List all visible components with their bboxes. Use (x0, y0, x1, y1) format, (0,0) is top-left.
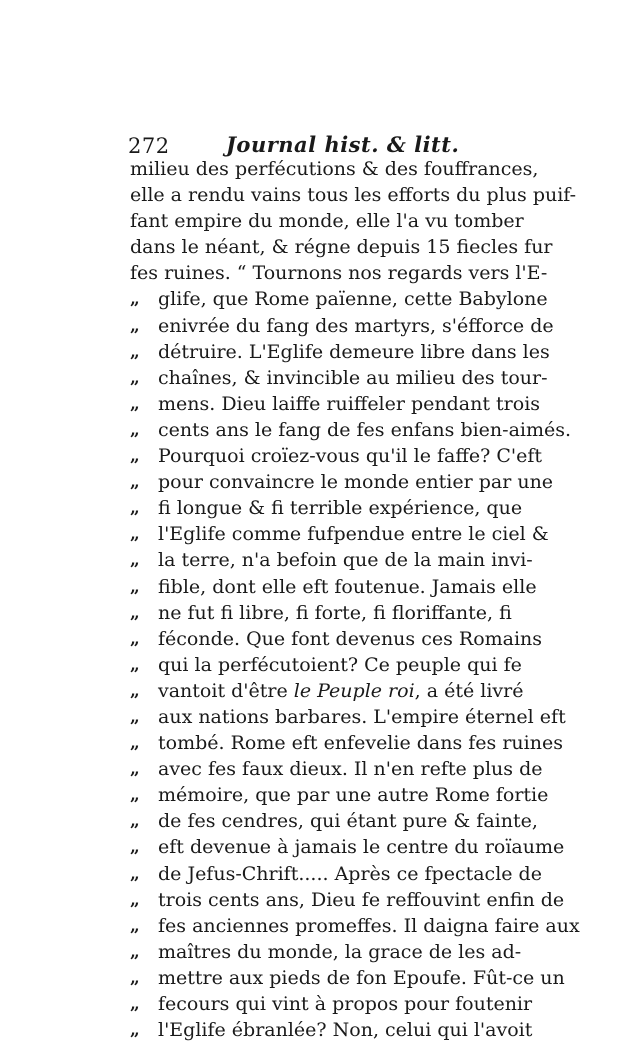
line-text: détruire. L'Eglife demeure libre dans les (158, 340, 550, 363)
quotation-mark: „ (130, 498, 140, 519)
text-line (130, 704, 566, 730)
quotation-mark: „ (130, 628, 140, 649)
line-text: tombé. Rome eft enfevelie dans fes ruines (158, 732, 563, 755)
quotation-mark: „ (130, 759, 140, 780)
text-line (130, 391, 541, 417)
line-text: dans le néant, & régne depuis 15 fiecles fur (130, 236, 553, 259)
line-text: fecours qui vint à propos pour foutenir (158, 993, 533, 1015)
line-text: enivrée du fang des martyrs, s'éfforce de (158, 314, 554, 337)
italic-phrase: le Peuple roi (293, 679, 415, 702)
line-text: avec fes faux dieux. Il n'en refte plus de (158, 758, 543, 781)
text-line (130, 652, 522, 678)
text-line (130, 939, 522, 965)
quotation-mark: „ (130, 472, 140, 493)
text-line (130, 521, 549, 547)
line-text: fes anciennes promeffes. Il daigna faire aux (158, 914, 580, 937)
quotation-mark: „ (130, 289, 140, 310)
line-text: chaînes, & invincible au milieu des tour- (158, 366, 548, 389)
line-text: aux nations barbares. L'empire éternel eft (158, 705, 566, 728)
line-text: mettre aux pieds de fon Epoufe. Fût-ce un (158, 966, 565, 989)
line-text: elle a rendu vains tous les efforts du plus puif- (130, 184, 577, 207)
text-line (130, 495, 523, 521)
text-line (130, 782, 549, 808)
text-line (130, 417, 572, 443)
line-text: glife, que Rome païenne, cette Babylone (158, 288, 548, 311)
text-line (130, 730, 563, 756)
line-text: la terre, n'a befoin que de la main invi- (158, 549, 533, 572)
text-line (130, 600, 512, 626)
line-text: l'Eglife comme fufpendue entre le ciel & (158, 523, 549, 546)
quotation-mark: „ (130, 393, 140, 414)
text-line (130, 626, 543, 652)
quotation-mark: „ (130, 654, 140, 675)
line-text: de Jefus-Chrift..... Après ce fpectacle de (158, 862, 542, 885)
quotation-mark: „ (130, 889, 140, 910)
quotation-mark: „ (130, 315, 140, 336)
quotation-mark: „ (130, 994, 140, 1014)
line-text: fant empire du monde, elle l'a vu tomber (130, 210, 524, 233)
quotation-mark: „ (130, 967, 140, 988)
text-line (130, 313, 554, 339)
text-line (130, 182, 577, 208)
text-line (130, 756, 543, 782)
quotation-mark: „ (130, 367, 140, 388)
line-text: féconde. Que font devenus ces Romains (158, 627, 543, 650)
quotation-mark: „ (130, 941, 140, 962)
text-line (130, 991, 533, 1017)
text-line (130, 234, 553, 260)
page-number: 272 (128, 134, 170, 158)
text-line (130, 443, 543, 469)
line-text: qui la perfécutoient? Ce peuple qui fe (158, 653, 522, 676)
text-line (130, 260, 548, 286)
text-line (130, 913, 580, 939)
line-text: ne fut fi libre, fi forte, fi floriffante, fi (158, 601, 512, 624)
text-line (130, 156, 539, 182)
text-line (130, 887, 565, 913)
line-text: maîtres du monde, la grace de les ad- (158, 940, 522, 963)
text-line (130, 808, 538, 834)
text-segment: , a été livré (414, 679, 524, 702)
line-text: l'Eglife ébranlée? Non, celui qui l'avoit (158, 1019, 533, 1042)
quotation-mark: „ (130, 576, 140, 597)
line-text: mens. Dieu laiffe ruiffeler pendant trois (158, 392, 541, 415)
quotation-mark: „ (130, 602, 140, 623)
quotation-mark: „ (130, 785, 140, 806)
quotation-mark: „ (130, 680, 140, 701)
body-text (130, 156, 580, 1043)
line-text: eft devenue à jamais le centre du roïaume (158, 836, 565, 859)
text-line (130, 365, 548, 391)
text-line (130, 965, 565, 991)
line-text: de fes cendres, qui étant pure & fainte, (158, 810, 538, 833)
quotation-mark: „ (130, 733, 140, 754)
quotation-mark: „ (130, 837, 140, 858)
text-segment: vantoit d'être (158, 679, 294, 702)
quotation-mark: „ (130, 524, 140, 545)
quotation-mark: „ (130, 446, 140, 467)
line-text: fible, dont elle eft foutenue. Jamais elle (158, 575, 537, 598)
line-text: Pourquoi croïez-vous qu'il le faffe? C'eft (158, 445, 543, 468)
quotation-mark: „ (130, 419, 140, 440)
text-line (130, 574, 537, 600)
quotation-mark: „ (130, 1020, 140, 1041)
line-text: trois cents ans, Dieu fe reffouvint enfin de (158, 888, 565, 911)
text-line (130, 208, 524, 234)
text-line (130, 1017, 533, 1043)
quotation-mark: „ (130, 915, 140, 936)
quotation-mark: „ (130, 811, 140, 832)
line-text: pour convaincre le monde entier par une (158, 471, 554, 494)
line-text: milieu des perfécutions & des fouffrances, (130, 158, 539, 180)
text-line (130, 861, 542, 887)
text-line (130, 286, 548, 312)
text-line (130, 834, 565, 860)
text-line (130, 678, 524, 704)
quotation-mark: „ (130, 706, 140, 727)
quotation-mark: „ (130, 863, 140, 884)
text-line (130, 547, 533, 573)
line-text: fes ruines. “ Tournons nos regards vers l'E- (130, 262, 548, 285)
text-line (130, 339, 550, 365)
line-text: cents ans le fang de fes enfans bien-aimés. (158, 418, 572, 441)
quotation-mark: „ (130, 550, 140, 571)
text-line (130, 469, 554, 495)
line-text: fi longue & fi terrible expérience, que (158, 497, 523, 520)
line-text (158, 678, 524, 704)
quotation-mark: „ (130, 341, 140, 362)
line-text: mémoire, que par une autre Rome fortie (158, 784, 549, 807)
running-head: Journal hist. & litt. (226, 132, 460, 157)
